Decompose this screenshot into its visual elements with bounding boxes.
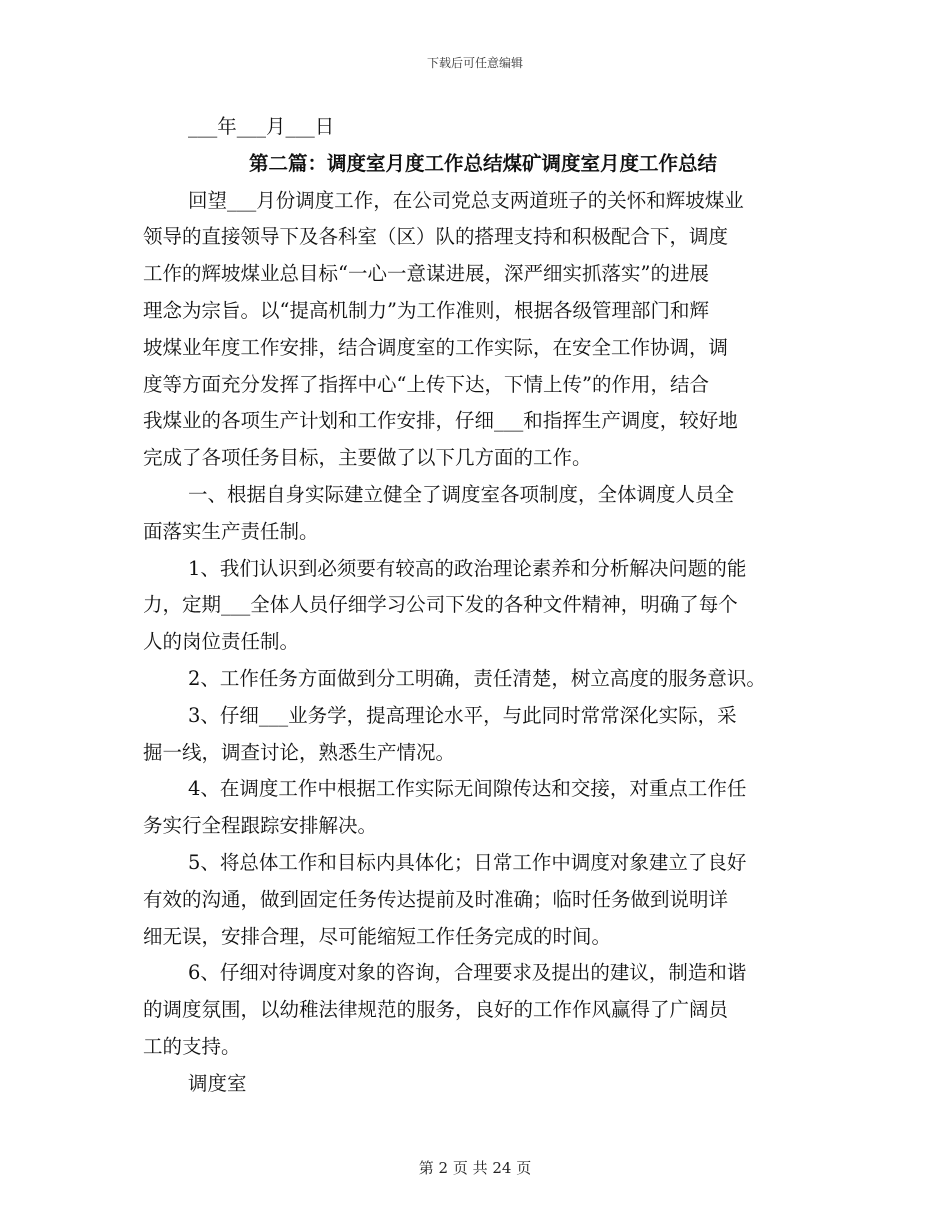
paragraph-line: 务实行全程跟踪安排解决。	[143, 814, 378, 838]
paragraph	[143, 771, 823, 845]
paragraph-line: 细无误，安排合理，尽可能缩短工作任务完成的时间。	[143, 924, 612, 948]
paragraph	[143, 551, 823, 661]
paragraph-line: 2、工作任务方面做到分工明确，责任清楚，树立高度的服务意识。	[188, 666, 766, 690]
paragraph-line: 我煤业的各项生产计划和工作安排，仔细___和指挥生产调度，较好地	[143, 409, 738, 433]
page-footer: 第 2 页 共 24 页	[418, 1159, 532, 1177]
paragraph-line: 6、仔细对待调度对象的咨询，合理要求及提出的建议，制造和谐	[188, 961, 747, 985]
paragraph	[143, 477, 823, 551]
date-line: ___年___月___日	[188, 115, 335, 138]
paragraph	[143, 661, 823, 698]
document-title: 第二篇：调度室月度工作总结煤矿调度室月度工作总结	[248, 151, 717, 175]
paragraph-line: 领导的直接领导下及各科室（区）队的搭理支持和积极配合下，调度	[143, 225, 729, 249]
paragraph-line: 掘一线，调查讨论，熟悉生产情况。	[143, 740, 456, 764]
paragraph-line: 1、我们认识到必须要有较高的政治理论素养和分析解决问题的能	[188, 556, 747, 580]
paragraph-line: 一、根据自身实际建立健全了调度室各项制度，全体调度人员全	[188, 482, 735, 506]
page-header: 下载后可任意编辑	[426, 56, 523, 70]
paragraph-line: 4、在调度工作中根据工作实际无间隙传达和交接，对重点工作任	[188, 777, 747, 801]
document-body	[143, 109, 823, 1103]
paragraph-line: 工作的辉坡煤业总目标“一心一意谋进展，深严细实抓落实”的进展	[143, 262, 709, 286]
paragraph-line: 理念为宗旨。以“提高机制力”为工作准则，根据各级管理部门和辉	[143, 298, 709, 322]
paragraph	[143, 955, 823, 1065]
paragraph-line: 5、将总体工作和目标内具体化；日常工作中调度对象建立了良好	[188, 850, 747, 874]
paragraph-line: 完成了各项任务目标，主要做了以下几方面的工作。	[143, 446, 592, 470]
paragraph	[143, 698, 823, 772]
paragraph-line: 坡煤业年度工作安排，结合调度室的工作实际，在安全工作协调，调	[143, 335, 729, 359]
paragraph-line: 度等方面充分发挥了指挥中心“上传下达，下情上传”的作用，结合	[143, 372, 709, 396]
paragraph-line: 调度室	[188, 1071, 247, 1095]
paragraph-line: 力，定期___全体人员仔细学习公司下发的各种文件精神，明确了每个	[143, 593, 738, 617]
paragraph-line: 的调度氛围，以幼稚法律规范的服务，良好的工作作风赢得了广阔员	[143, 998, 729, 1022]
paragraphs-container	[143, 183, 823, 1103]
paragraph-line: 工的支持。	[143, 1034, 241, 1058]
paragraph	[143, 845, 823, 955]
paragraph-line: 3、仔细___业务学，提高理论水平，与此同时常常深化实际，采	[188, 703, 737, 727]
paragraph	[143, 183, 823, 477]
paragraph-line: 有效的沟通，做到固定任务传达提前及时准确；临时任务做到说明详	[143, 887, 729, 911]
paragraph-line: 面落实生产责任制。	[143, 519, 319, 543]
paragraph-line: 回望___月份调度工作，在公司党总支两道班子的关怀和辉坡煤业	[188, 188, 744, 212]
paragraph	[143, 1066, 823, 1103]
paragraph-line: 人的岗位责任制。	[143, 630, 300, 654]
